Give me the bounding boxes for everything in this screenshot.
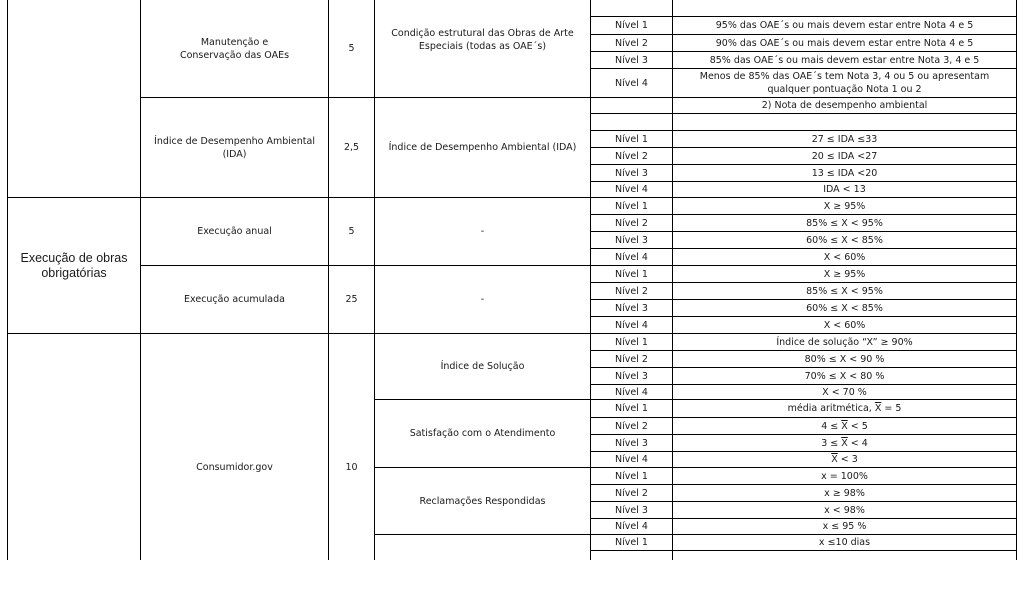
indicator-cell: Reclamações Respondidas bbox=[419, 495, 546, 507]
level-cell: Nível 2 bbox=[615, 37, 648, 49]
level-cell: Nível 3 bbox=[615, 437, 648, 449]
criterion-cell: x ≤ 95 % bbox=[822, 521, 867, 532]
level-cell: Nível 2 bbox=[615, 487, 648, 499]
level-cell: Nível 1 bbox=[615, 133, 648, 145]
criterion-cell: 85% das OAE´s ou mais devem estar entre Nota 3, 4 e 5 bbox=[709, 54, 980, 66]
level-cell: Nível 2 bbox=[615, 420, 648, 432]
level-cell: Nível 2 bbox=[615, 150, 648, 162]
table-border bbox=[1016, 0, 1017, 560]
criterion-cell: X ≥ 95% bbox=[823, 268, 866, 280]
level-cell: Nível 1 bbox=[615, 537, 648, 548]
criterion-cell: 80% ≤ X < 90 % bbox=[804, 353, 885, 365]
level-cell: Nível 4 bbox=[615, 184, 648, 195]
criterion-cell: $3 \le \overline{X} < 4$ bbox=[821, 437, 868, 449]
weight-cell: 25 bbox=[345, 294, 358, 305]
criterion-cell: 85% ≤ X < 95% bbox=[806, 217, 883, 229]
criterion-cell: $4 \le \overline{X} < 5$ bbox=[821, 420, 868, 432]
criterion-cell: 95% das OAE´s ou mais devem estar entre Nota 4 e 5 bbox=[715, 20, 974, 31]
indicator-cell: - bbox=[480, 294, 485, 305]
level-cell: Nível 2 bbox=[615, 217, 648, 229]
item-cell: Execução anual bbox=[197, 226, 272, 237]
weight-cell: 2,5 bbox=[343, 142, 360, 153]
level-cell: Nível 4 bbox=[615, 521, 648, 532]
indicator-cell: Satisfação com o Atendimento bbox=[409, 428, 556, 439]
item-cell: Execução acumulada bbox=[184, 294, 285, 305]
criterion-cell: X < 70 % bbox=[822, 386, 867, 398]
level-cell: Nível 1 bbox=[615, 403, 648, 414]
criterion-cell: Menos de 85% das OAE´s tem Nota 3, 4 ou 5 ou apresentam qualquer pontuação Nota 1 ou 2 bbox=[699, 71, 990, 95]
criterion-cell: 85% ≤ X < 95% bbox=[806, 285, 883, 297]
level-cell: Nível 1 bbox=[615, 470, 648, 482]
level-cell: Nível 3 bbox=[615, 370, 648, 382]
indicator-cell: Condição estrutural das Obras de Arte Especiais (todas as OAE´s) bbox=[391, 28, 574, 52]
weight-cell: 5 bbox=[348, 226, 355, 237]
level-cell: Nível 2 bbox=[615, 353, 648, 365]
level-cell: Nível 1 bbox=[615, 20, 648, 31]
level-cell: Nível 2 bbox=[615, 285, 648, 297]
criterion-cell: Índice de solução “X” ≥ 90% bbox=[776, 336, 913, 348]
criterion-cell: $\overline{X} < 3$ bbox=[831, 454, 858, 465]
level-cell: Nível 3 bbox=[615, 54, 648, 66]
level-cell: Nível 3 bbox=[615, 504, 648, 516]
weight-cell: 10 bbox=[345, 461, 358, 473]
weight-cell: 5 bbox=[348, 43, 355, 54]
criterion-cell: X < 60% bbox=[823, 251, 866, 263]
criterion-cell: 20 ≤ IDA <27 bbox=[811, 150, 878, 162]
criterion-cell: média aritmética, $\overline{X} = 5$ bbox=[787, 403, 902, 414]
criterion-cell: x = 100% bbox=[821, 470, 868, 482]
level-cell: Nível 4 bbox=[615, 251, 648, 263]
level-cell: Nível 3 bbox=[615, 167, 648, 179]
criterion-cell: 60% ≤ X < 85% bbox=[806, 302, 883, 314]
criterion-cell: x < 98% bbox=[824, 504, 865, 516]
criterion-cell: IDA < 13 bbox=[823, 184, 866, 195]
level-cell: Nível 3 bbox=[615, 234, 648, 246]
note-cell: 2) Nota de desempenho ambiental bbox=[761, 100, 928, 111]
level-cell: Nível 3 bbox=[615, 302, 648, 314]
group-cell: Execução de obras obrigatórias bbox=[20, 250, 128, 280]
level-cell: Nível 4 bbox=[615, 319, 648, 331]
criterion-cell: x ≤10 dias bbox=[818, 537, 871, 548]
level-cell: Nível 1 bbox=[615, 336, 648, 348]
item-cell: Índice de Desempenho Ambiental (IDA) bbox=[154, 135, 315, 160]
indicator-cell: Índice de Solução bbox=[440, 361, 525, 372]
item-cell: Consumidor.gov bbox=[196, 461, 273, 473]
level-cell: Nível 4 bbox=[615, 454, 648, 465]
indicator-cell: - bbox=[480, 226, 485, 237]
criterion-cell: X ≥ 95% bbox=[823, 200, 866, 212]
level-cell: Nível 4 bbox=[615, 77, 648, 89]
criterion-cell: 70% ≤ X < 80 % bbox=[804, 370, 885, 382]
level-cell: Nível 1 bbox=[615, 200, 648, 212]
item-cell: Manutenção e Conservação das OAEs bbox=[179, 36, 290, 61]
criterion-cell: X < 60% bbox=[823, 319, 866, 331]
criterion-cell: 60% ≤ X < 85% bbox=[806, 234, 883, 246]
criterion-cell: 27 ≤ IDA ≤33 bbox=[811, 133, 878, 145]
indicator-cell: Índice de Desempenho Ambiental (IDA) bbox=[388, 142, 577, 153]
criterion-cell: x ≥ 98% bbox=[824, 487, 865, 499]
criterion-cell: 13 ≤ IDA <20 bbox=[811, 167, 878, 179]
level-cell: Nível 4 bbox=[615, 386, 648, 398]
level-cell: Nível 1 bbox=[615, 268, 648, 280]
criterion-cell: 90% das OAE´s ou mais devem estar entre Nota 4 e 5 bbox=[715, 37, 974, 49]
